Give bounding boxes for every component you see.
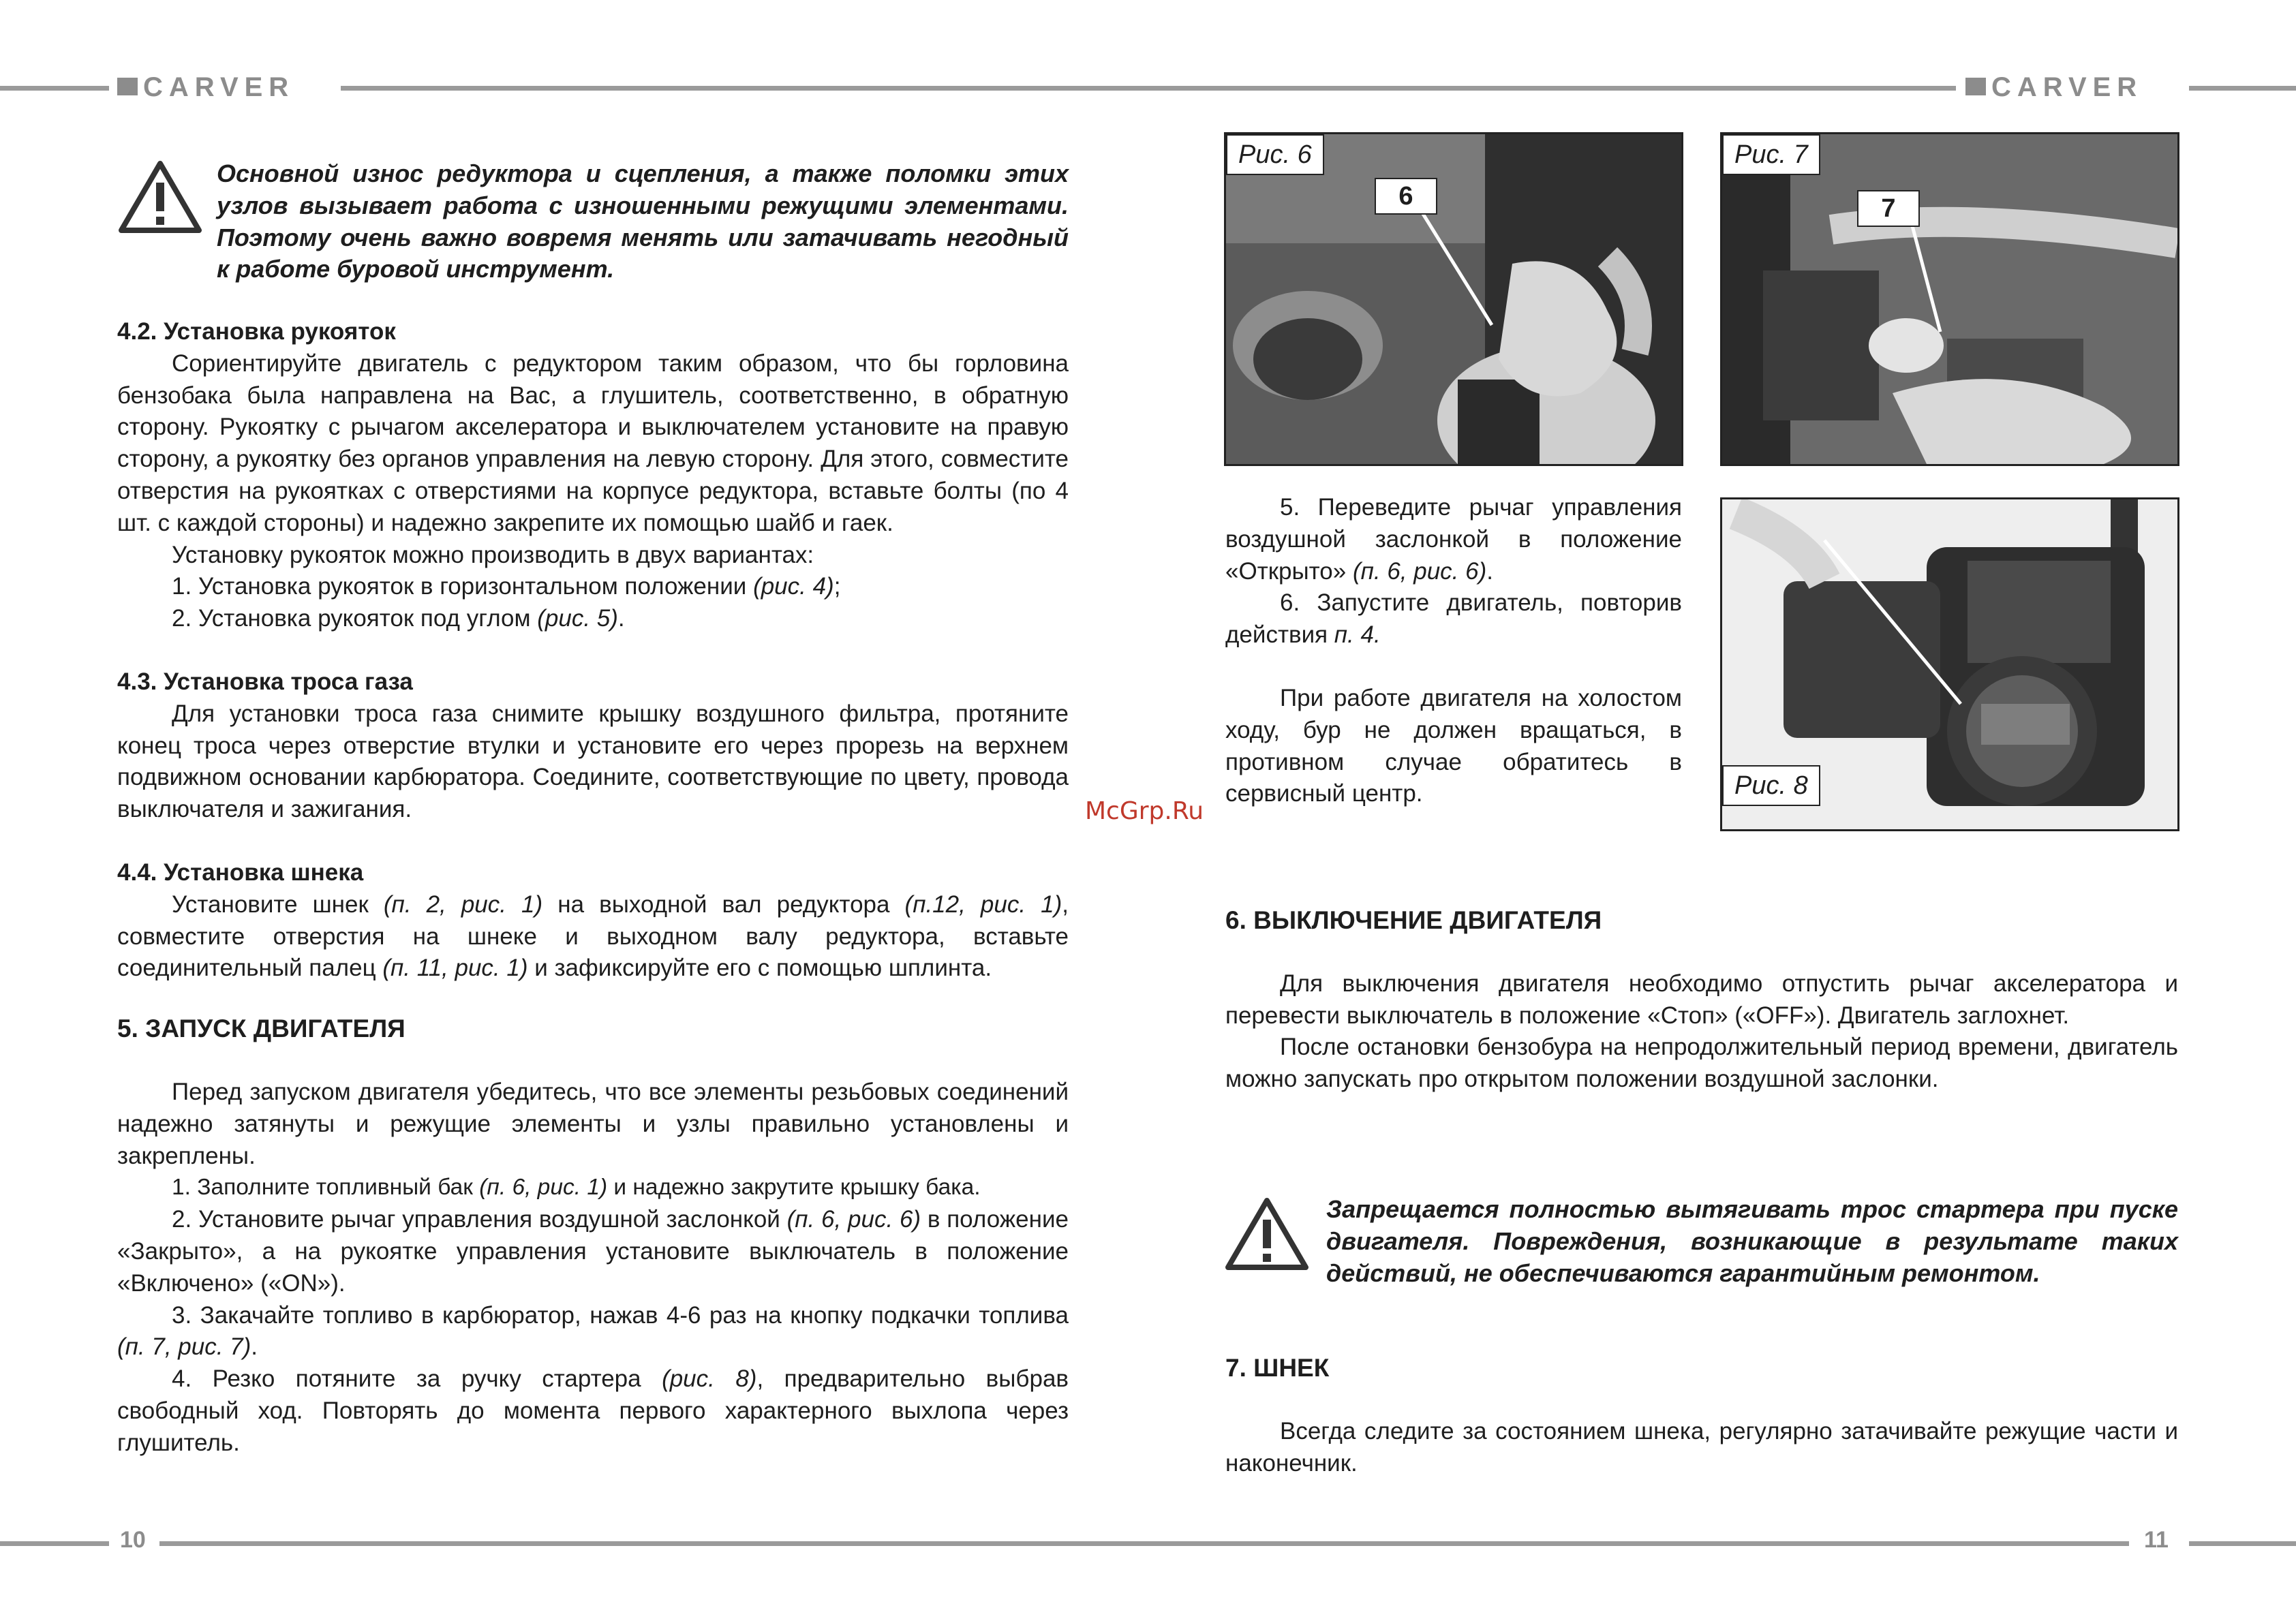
- figure-8-caption: Рис. 8: [1722, 765, 1820, 806]
- figure-6-caption: Рис. 6: [1226, 134, 1324, 175]
- section-6-title: 6. ВЫКЛЮЧЕНИЕ ДВИГАТЕЛЯ: [1225, 906, 1602, 934]
- primer-bulb-photo: [1722, 134, 2177, 464]
- section-5-step-3: 3. Закачайте топливо в карбюратор, нажав 4-6 раз на кнопку подкачки топлива (п. 7, рис. 7).: [117, 1301, 1069, 1361]
- section-4-2-variants-intro: Установку рукояток можно производить в двух вариантах:: [172, 541, 814, 568]
- watermark: McGrp.Ru: [1085, 797, 1204, 825]
- warning-starter-cord: Запрещается полностью вытягивать трос стартера при пуске двигателя. Повреждения, возникающие в результате таких действий, не обеспечиваются гарантийным ремонтом.: [1326, 1195, 2178, 1287]
- section-4-3-paragraph: Для установки троса газа снимите крышку воздушного фильтра, протяните конец троса через отверстие втулки и установите его через прорезь на верхнем подвижном основании карбюратора. Соедините, соответствующие по цвету, провода выключателя и зажигания.: [117, 700, 1069, 823]
- section-5-step-6: 6. Запустите двигатель, повторив действия п. 4.: [1225, 589, 1682, 649]
- choke-lever-photo: [1226, 134, 1681, 464]
- footer-rule-left: [0, 1541, 109, 1546]
- section-4-2-list-item: 1. Установка рукояток в горизонтальном положении (рис. 4);: [172, 573, 841, 600]
- section-5-step-5: 5. Переведите рычаг управления воздушной заслонкой в положение «Открыто» (п. 6, рис. 6).: [1225, 494, 1682, 585]
- section-4-2-paragraph: Сориентируйте двигатель с редуктором таким образом, что бы горловина бензобака была направлена на Вас, а глушитель, соответственно, в обратную сторону. Рукоятку с рычагом акселератора и выключателем установите на правую сторону, а рукоятку без органов управления на левую сторону. Для этого, совместите отверстия на рукоятках с отверстиями на корпусе редуктора, вставьте болты (по 4 шт. с каждой стороны) и надежно закрепите их помощью шайб и гаек.: [117, 350, 1069, 536]
- header-rule-left: [0, 86, 109, 91]
- figure-6-photo: [1224, 132, 1683, 466]
- section-5-title: 5. ЗАПУСК ДВИГАТЕЛЯ: [117, 1015, 405, 1043]
- section-5-step-4: 4. Резко потяните за ручку стартера (рис. 8), предварительно выбрав свободный ход. Повторять до момента первого характерного выхлопа через глушитель.: [117, 1365, 1069, 1456]
- figure-8-photo: [1720, 497, 2179, 831]
- section-5-idle-note: При работе двигателя на холостом ходу, бур не должен вращаться, в противном случае обратитесь в сервисный центр.: [1225, 684, 1682, 807]
- page-number-right: 11: [2144, 1527, 2169, 1553]
- header-rule-center: [341, 86, 1956, 91]
- brand-logo-left: CARVER: [117, 74, 294, 101]
- section-6-paragraph-2: После остановки бензобура на непродолжительный период времени, двигатель можно запускать про открытом положении воздушной заслонки.: [1225, 1034, 2178, 1093]
- section-4-4-title: 4.4. Установка шнека: [117, 859, 364, 886]
- section-7-paragraph: Всегда следите за состоянием шнека, регулярно затачивайте режущие части и наконечник.: [1225, 1417, 2178, 1477]
- right-page-steps: [1225, 492, 1682, 810]
- warning-triangle-icon: [117, 159, 203, 234]
- section-6-paragraph-1: Для выключения двигателя необходимо отпустить рычаг акселератора и перевести выключатель в положение «Стоп» («OFF»). Двигатель заглохнет.: [1225, 970, 2178, 1029]
- warning-triangle-icon: [1224, 1196, 1310, 1271]
- section-4-3-title: 4.3. Установка троса газа: [117, 668, 413, 695]
- figure-7-photo: [1720, 132, 2179, 466]
- section-7: [1225, 1352, 2178, 1479]
- right-page-body: [1225, 905, 2178, 1096]
- section-5-step-1: 1. Заполните топливный бак (п. 6, рис. 1) и надежно закрутите крышку бака.: [172, 1175, 981, 1201]
- section-4-2-title: 4.2. Установка рукояток: [117, 318, 396, 345]
- figure-7-callout: 7: [1857, 190, 1920, 227]
- section-7-title: 7. ШНЕК: [1225, 1354, 1330, 1382]
- section-5-intro: Перед запуском двигателя убедитесь, что все элементы резьбовых соединений надежно затянуты и режущие элементы и узлы правильно установлены и закреплены.: [117, 1078, 1069, 1169]
- section-5-step-2: 2. Установите рычаг управления воздушной заслонкой (п. 6, рис. 6) в положение «Закрыто», а на рукоятке управления установите выключатель в положение «Включено» («ON»).: [117, 1206, 1069, 1297]
- footer-rule-center: [159, 1541, 2129, 1546]
- page-number-left: 10: [120, 1527, 146, 1553]
- figure-6-callout: 6: [1375, 178, 1437, 215]
- figure-7-caption: Рис. 7: [1722, 134, 1820, 175]
- section-4-4-paragraph: Установите шнек (п. 2, рис. 1) на выходной вал редуктора (п.12, рис. 1), совместите отверстия на шнеке и выходном валу редуктора, вставьте соединительный палец (п. 11, рис. 1) и зафиксируйте его с помощью шплинта.: [117, 891, 1069, 982]
- brand-logo-right: CARVER: [1965, 74, 2143, 101]
- header-rule-right: [2189, 86, 2296, 91]
- footer-rule-right: [2189, 1541, 2296, 1546]
- left-page-body: [117, 316, 1069, 1459]
- warning-gearbox-wear: Основной износ редуктора и сцепления, а также поломки этих узлов вызывает работа с изношенными режущими элементами. Поэтому очень важно вовремя менять или затачивать негодный к работе буровой инструмент.: [217, 159, 1069, 283]
- section-4-2-list-item: 2. Установка рукояток под углом (рис. 5).: [172, 605, 625, 632]
